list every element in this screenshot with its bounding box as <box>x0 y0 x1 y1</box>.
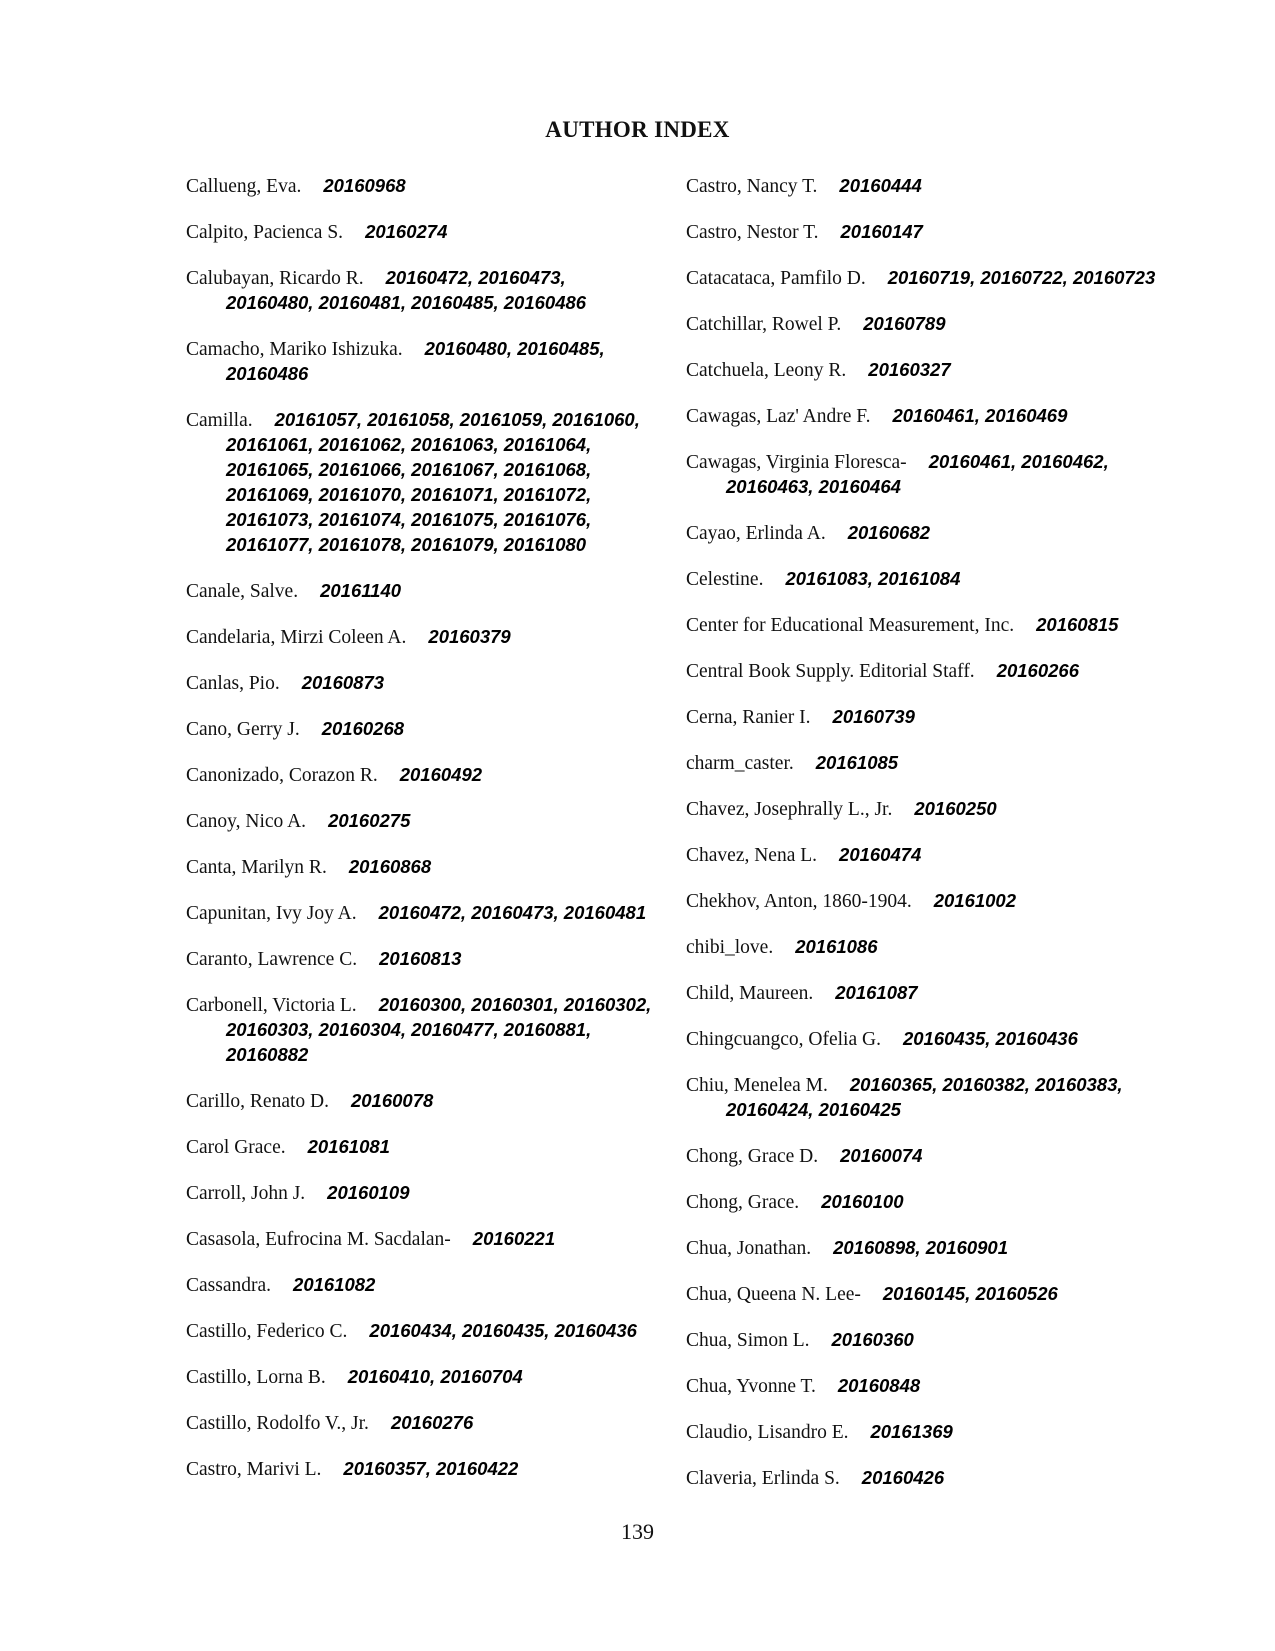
index-column-left <box>186 174 656 1503</box>
author-name: Castro, Nancy T. <box>686 176 818 197</box>
author-name: Chiu, Menelea M. <box>686 1075 828 1096</box>
author-name: Capunitan, Ivy Joy A. <box>186 903 357 924</box>
record-numbers: 20160480, 20160485, 20160486 <box>226 338 605 384</box>
author-name: Chua, Simon L. <box>686 1330 810 1351</box>
author-name: Castillo, Lorna B. <box>186 1367 326 1388</box>
index-entry <box>186 1181 656 1206</box>
author-name: Chua, Yvonne T. <box>686 1376 816 1397</box>
record-numbers: 20160300, 20160301, 20160302, 20160303, 20160304, 20160477, 20160881, 20160882 <box>226 994 652 1065</box>
record-numbers: 20160898, 20160901 <box>833 1237 1009 1258</box>
record-numbers: 20160276 <box>390 1412 474 1433</box>
index-entry <box>186 1319 656 1344</box>
index-entry <box>186 1089 656 1114</box>
index-entry <box>186 809 656 834</box>
author-name: Chavez, Nena L. <box>686 845 818 866</box>
index-entry <box>186 408 656 558</box>
index-entry <box>686 1374 1156 1399</box>
author-name: Cassandra. <box>186 1275 272 1296</box>
index-entry <box>686 266 1156 291</box>
record-numbers: 20161087 <box>835 982 918 1003</box>
author-name: Chong, Grace. <box>686 1192 800 1213</box>
author-name: Cayao, Erlinda A. <box>686 523 826 544</box>
record-numbers: 20160719, 20160722, 20160723 <box>887 267 1156 288</box>
index-entry <box>186 337 656 387</box>
record-numbers: 20160357, 20160422 <box>343 1458 519 1479</box>
index-entry <box>186 579 656 604</box>
record-numbers: 20161085 <box>815 752 899 773</box>
author-name: Caranto, Lawrence C. <box>186 949 358 970</box>
author-name: Catchuela, Leony R. <box>686 360 847 381</box>
index-entry <box>186 671 656 696</box>
author-name: Canlas, Pio. <box>186 673 280 694</box>
record-numbers: 20160815 <box>1036 614 1119 635</box>
record-numbers: 20160813 <box>379 948 462 969</box>
page-number: 139 <box>621 1519 654 1544</box>
record-numbers: 20160434, 20160435, 20160436 <box>369 1320 637 1341</box>
record-numbers: 20161140 <box>320 580 402 601</box>
record-numbers: 20160360 <box>831 1329 914 1350</box>
author-name: Carbonell, Victoria L. <box>186 995 357 1016</box>
index-entry <box>686 1190 1156 1215</box>
record-numbers: 20160327 <box>868 359 951 380</box>
index-entry <box>686 174 1156 199</box>
author-name: Canta, Marilyn R. <box>186 857 327 878</box>
index-entry <box>686 613 1156 638</box>
index-entry <box>686 404 1156 429</box>
record-numbers: 20160492 <box>399 764 483 785</box>
record-numbers: 20160274 <box>365 221 448 242</box>
record-numbers: 20160461, 20160469 <box>892 405 1068 426</box>
record-numbers: 20160873 <box>301 672 385 693</box>
index-entry <box>686 797 1156 822</box>
index-entry <box>686 1420 1156 1445</box>
index-entry <box>686 1328 1156 1353</box>
author-name: Camacho, Mariko Ishizuka. <box>186 339 403 360</box>
index-entry <box>186 1135 656 1160</box>
record-numbers: 20160426 <box>861 1467 945 1488</box>
author-name: chibi_love. <box>686 937 774 958</box>
author-name: Chua, Jonathan. <box>686 1238 812 1259</box>
index-entry <box>186 1457 656 1482</box>
author-name: Chavez, Josephrally L., Jr. <box>686 799 893 820</box>
author-name: Cano, Gerry J. <box>186 719 300 740</box>
index-entry <box>686 220 1156 245</box>
author-name: Catchillar, Rowel P. <box>686 314 842 335</box>
index-entry <box>186 717 656 742</box>
author-name: Canonizado, Corazon R. <box>186 765 378 786</box>
record-numbers: 20160109 <box>327 1182 410 1203</box>
index-entry <box>686 1282 1156 1307</box>
index-entry <box>686 567 1156 592</box>
index-entry <box>686 659 1156 684</box>
index-entry <box>186 855 656 880</box>
index-entry <box>686 981 1156 1006</box>
record-numbers: 20160410, 20160704 <box>347 1366 523 1387</box>
record-numbers: 20160221 <box>472 1228 556 1249</box>
author-name: Celestine. <box>686 569 764 590</box>
index-entry <box>686 1027 1156 1052</box>
record-numbers: 20160435, 20160436 <box>902 1028 1078 1049</box>
record-numbers: 20160472, 20160473, 20160480, 20160481, 20160485, 20160486 <box>226 267 587 313</box>
index-entry <box>186 993 656 1068</box>
author-name: Claveria, Erlinda S. <box>686 1468 840 1489</box>
author-name: Candelaria, Mirzi Coleen A. <box>186 627 407 648</box>
index-entry <box>186 220 656 245</box>
index-entry <box>186 1411 656 1436</box>
record-numbers: 20160379 <box>428 626 511 647</box>
record-numbers: 20161082 <box>293 1274 376 1295</box>
index-entry <box>686 889 1156 914</box>
record-numbers: 20160268 <box>321 718 405 739</box>
index-entry <box>686 1236 1156 1261</box>
index-column-right <box>686 174 1156 1512</box>
record-numbers: 20160147 <box>840 221 923 242</box>
index-entry <box>186 947 656 972</box>
author-name: Chua, Queena N. Lee- <box>686 1284 861 1305</box>
record-numbers: 20160739 <box>832 706 915 727</box>
record-numbers: 20160682 <box>847 522 931 543</box>
record-numbers: 20160074 <box>840 1145 923 1166</box>
author-name: Claudio, Lisandro E. <box>686 1422 849 1443</box>
author-name: Cawagas, Virginia Floresca- <box>686 452 907 473</box>
author-name: Castillo, Federico C. <box>186 1321 348 1342</box>
index-entry <box>186 625 656 650</box>
author-name: Center for Educational Measurement, Inc. <box>686 615 1015 636</box>
record-numbers: 20160789 <box>863 313 946 334</box>
index-entry <box>686 843 1156 868</box>
author-name: Castillo, Rodolfo V., Jr. <box>186 1413 369 1434</box>
author-name: Carroll, John J. <box>186 1183 306 1204</box>
page-title: AUTHOR INDEX <box>545 117 730 142</box>
author-name: Camilla. <box>186 410 253 431</box>
author-name: Chong, Grace D. <box>686 1146 819 1167</box>
record-numbers: 20161002 <box>933 890 1017 911</box>
record-numbers: 20160275 <box>328 810 411 831</box>
record-numbers: 20160145, 20160526 <box>882 1283 1058 1304</box>
author-name: Castro, Nestor T. <box>686 222 819 243</box>
author-name: Canale, Salve. <box>186 581 299 602</box>
author-name: Castro, Marivi L. <box>186 1459 322 1480</box>
record-numbers: 20160444 <box>839 175 922 196</box>
record-numbers: 20161369 <box>870 1421 953 1442</box>
record-numbers: 20160968 <box>323 175 406 196</box>
author-name: Catacataca, Pamfilo D. <box>686 268 866 289</box>
record-numbers: 20160100 <box>821 1191 904 1212</box>
author-name: Central Book Supply. Editorial Staff. <box>686 661 975 682</box>
author-name: Carillo, Renato D. <box>186 1091 329 1112</box>
record-numbers: 20160078 <box>350 1090 434 1111</box>
author-name: Carol Grace. <box>186 1137 286 1158</box>
record-numbers: 20160266 <box>996 660 1079 681</box>
index-entry <box>686 1466 1156 1491</box>
record-numbers: 20161086 <box>795 936 878 957</box>
author-name: Child, Maureen. <box>686 983 814 1004</box>
index-entry <box>186 174 656 199</box>
author-name: Canoy, Nico A. <box>186 811 307 832</box>
author-name: Chekhov, Anton, 1860-1904. <box>686 891 912 912</box>
index-entry <box>686 751 1156 776</box>
index-entry <box>186 1365 656 1390</box>
index-entry <box>186 901 656 926</box>
author-name: Callueng, Eva. <box>186 176 302 197</box>
index-entry <box>186 266 656 316</box>
author-name: Cerna, Ranier I. <box>686 707 811 728</box>
author-name: Cawagas, Laz' Andre F. <box>686 406 871 427</box>
record-numbers: 20160868 <box>348 856 432 877</box>
record-numbers: 20160474 <box>839 844 922 865</box>
index-entry <box>186 1273 656 1298</box>
record-numbers: 20160472, 20160473, 20160481 <box>378 902 647 923</box>
index-entry <box>186 763 656 788</box>
record-numbers: 20160250 <box>914 798 997 819</box>
index-entry <box>686 358 1156 383</box>
index-entry <box>686 1144 1156 1169</box>
record-numbers: 20160365, 20160382, 20160383, 20160424, 20160425 <box>726 1074 1123 1120</box>
author-name: Chingcuangco, Ofelia G. <box>686 1029 881 1050</box>
index-entry <box>686 1073 1156 1123</box>
author-name: Casasola, Eufrocina M. Sacdalan- <box>186 1229 451 1250</box>
author-name: Calubayan, Ricardo R. <box>186 268 364 289</box>
index-entry <box>686 312 1156 337</box>
record-numbers: 20160848 <box>837 1375 921 1396</box>
index-entry <box>186 1227 656 1252</box>
index-entry <box>686 705 1156 730</box>
record-numbers: 20161057, 20161058, 20161059, 20161060, 20161061, 20161062, 20161063, 20161064, 20161065, 20161066, 20161067, 20161068, 20161069, 20161070, 20161071, 20161072, 20161073, 20161074, 20161075, 20161076, 20161077, 20161078, 20161079, 20161080 <box>226 409 640 555</box>
record-numbers: 20161083, 20161084 <box>785 568 961 589</box>
author-name: charm_caster. <box>686 753 794 774</box>
index-entry <box>686 521 1156 546</box>
record-numbers: 20160461, 20160462, 20160463, 20160464 <box>726 451 1109 497</box>
index-entry <box>686 450 1156 500</box>
record-numbers: 20161081 <box>307 1136 390 1157</box>
index-entry <box>686 935 1156 960</box>
author-name: Calpito, Pacienca S. <box>186 222 344 243</box>
